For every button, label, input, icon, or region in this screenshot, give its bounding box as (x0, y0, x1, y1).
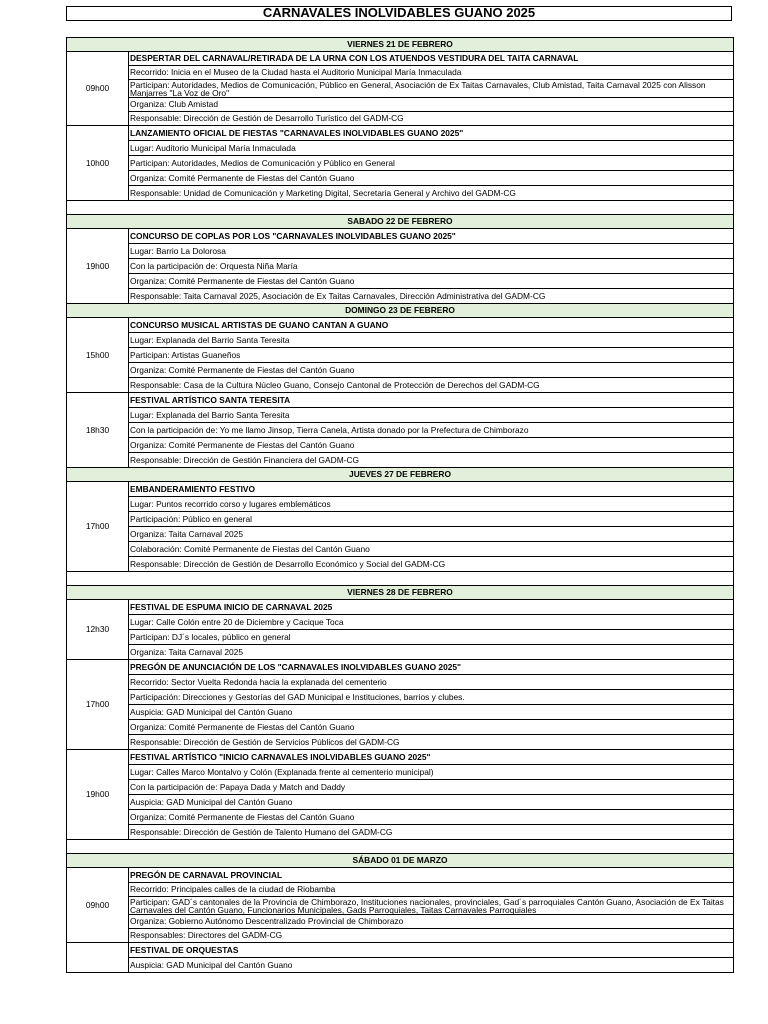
event-detail: Lugar: Explanada del Barrio Santa Teresita (129, 333, 734, 348)
day-header (67, 586, 734, 600)
event-name: EMBANDERAMIENTO FESTIVO (129, 482, 734, 497)
event-name: PREGÓN DE CARNAVAL PROVINCIAL (129, 868, 734, 883)
event-detail: Participan: GAD´s cantonales de la Provincia de Chimborazo, Instituciones nacionales, provinciales, Gad´s parroquiales Cantón Guano, Asociación de Ex Taitas Carnavales del Cantón Guano, Funcionarios Municipales, Gads Parroquiales, Taitas Carnavales Parroquiales (129, 897, 734, 915)
event-detail: Participan: DJ´s locales, público en general (129, 630, 734, 645)
event-name: FESTIVAL DE ESPUMA INICIO DE CARNAVAL 2025 (129, 600, 734, 615)
event-detail: Recorrido: Inicia en el Museo de la Ciudad hasta el Auditorio Municipal María Inmaculada (129, 66, 734, 80)
event-name: FESTIVAL ARTÍSTICO SANTA TERESITA (129, 393, 734, 408)
schedule-table (66, 37, 734, 973)
day-label: VIERNES 28 DE FEBRERO (67, 586, 734, 600)
day-label: DOMINGO 23 DE FEBRERO (67, 304, 734, 318)
event-detail: Responsable: Taita Carnaval 2025, Asociación de Ex Taitas Carnavales, Dirección Administrativa del GADM-CG (129, 289, 734, 304)
event-detail: Lugar: Auditorio Municipal María Inmaculada (129, 141, 734, 156)
event-time: 10h00 (67, 126, 129, 201)
event-detail: Recorrido: Sector Vuelta Redonda hacia la explanada del cementerio (129, 675, 734, 690)
event-detail: Responsable: Dirección de Gestión Financiera del GADM-CG (129, 453, 734, 468)
event-detail: Lugar: Barrio La Dolorosa (129, 244, 734, 259)
event-name: PREGÓN DE ANUNCIACIÓN DE LOS "CARNAVALES INOLVIDABLES GUANO 2025" (129, 660, 734, 675)
event-detail: Responsable: Dirección de Gestión de Talento Humano del GADM-CG (129, 825, 734, 840)
day-header (67, 854, 734, 868)
event-detail: Recorrido: Principales calles de la ciudad de Riobamba (129, 883, 734, 897)
page-title: CARNAVALES INOLVIDABLES GUANO 2025 (66, 6, 732, 21)
event-time: 19h00 (67, 229, 129, 304)
event-detail: Organiza: Comité Permanente de Fiestas del Cantón Guano (129, 720, 734, 735)
event-detail: Participan: Autoridades, Medios de Comunicación, Público en General, Asociación de Ex Taitas Carnavales, Club Amistad, Taita Carnaval 2025 con Alisson Manjarres "La Voz de Oro" (129, 80, 734, 98)
event-detail: Responsable: Dirección de Gestión de Servicios Públicos del GADM-CG (129, 735, 734, 750)
event-detail: Con la participación de: Orquesta Niña María (129, 259, 734, 274)
event-detail: Auspicia: GAD Municipal del Cantón Guano (129, 958, 734, 973)
event-detail: Con la participación de: Papaya Dada y Match and Daddy (129, 780, 734, 795)
event-detail: Responsable: Dirección de Gestión de Desarrollo Turístico del GADM-CG (129, 112, 734, 126)
event-time: 09h00 (67, 868, 129, 943)
event-detail: Organiza: Comité Permanente de Fiestas del Cantón Guano (129, 363, 734, 378)
day-header (67, 468, 734, 482)
event-time: 09h00 (67, 52, 129, 126)
day-header (67, 304, 734, 318)
event-detail: Lugar: Calles Marco Montalvo y Colón (Explanada frente al cementerio municipal) (129, 765, 734, 780)
day-header (67, 215, 734, 229)
event-time: 19h00 (67, 750, 129, 840)
event-time: 18h30 (67, 393, 129, 468)
event-detail: Organiza: Taita Carnaval 2025 (129, 645, 734, 660)
event-detail: Participación: Direcciones y Gestorías del GAD Municipal e Instituciones, barrios y clubes. (129, 690, 734, 705)
event-time: 12h30 (67, 600, 129, 660)
event-detail: Responsables: Directores del GADM-CG (129, 929, 734, 943)
event-detail: Responsable: Dirección de Gestión de Desarrollo Económico y Social del GADM-CG (129, 557, 734, 572)
event-detail: Lugar: Calle Colón entre 20 de Diciembre y Cacique Toca (129, 615, 734, 630)
event-time: 17h00 (67, 482, 129, 572)
event-detail: Auspicia: GAD Municipal del Cantón Guano (129, 795, 734, 810)
event-detail: Organiza: Comité Permanente de Fiestas del Cantón Guano (129, 274, 734, 289)
event-detail: Responsable: Unidad de Comunicación y Marketing Digital, Secretaria General y Archivo del GADM-CG (129, 186, 734, 201)
event-name: CONCURSO MUSICAL ARTISTAS DE GUANO CANTAN A GUANO (129, 318, 734, 333)
event-name: CONCURSO DE COPLAS POR LOS "CARNAVALES INOLVIDABLES GUANO 2025" (129, 229, 734, 244)
day-header (67, 38, 734, 52)
spacer-row (67, 840, 734, 854)
event-name: FESTIVAL ARTÍSTICO "INICIO CARNAVALES INOLVIDABLES GUANO 2025" (129, 750, 734, 765)
day-label: SÁBADO 01 DE MARZO (67, 854, 734, 868)
event-detail: Responsable: Casa de la Cultura Núcleo Guano, Consejo Cantonal de Protección de Derechos del GADM-CG (129, 378, 734, 393)
event-time: 17h00 (67, 660, 129, 750)
day-label: SABADO 22 DE FEBRERO (67, 215, 734, 229)
day-label: JUEVES 27 DE FEBRERO (67, 468, 734, 482)
event-detail: Organiza: Comité Permanente de Fiestas del Cantón Guano (129, 810, 734, 825)
event-name: LANZAMIENTO OFICIAL DE FIESTAS "CARNAVALES INOLVIDABLES GUANO 2025" (129, 126, 734, 141)
event-detail: Organiza: Gobierno Autónomo Descentralizado Provincial de Chimborazo (129, 915, 734, 929)
event-name: FESTIVAL DE ORQUESTAS (129, 943, 734, 958)
event-detail: Con la participación de: Yo me llamo Jinsop, Tierra Canela, Artista donado por la Prefectura de Chimborazo (129, 423, 734, 438)
event-detail: Organiza: Club Amistad (129, 98, 734, 112)
event-detail: Participan: Artistas Guaneños (129, 348, 734, 363)
event-detail: Organiza: Taita Carnaval 2025 (129, 527, 734, 542)
spacer-row (67, 201, 734, 215)
event-detail: Auspicia: GAD Municipal del Cantón Guano (129, 705, 734, 720)
spacer-row (67, 572, 734, 586)
event-detail: Lugar: Puntos recorrido corso y lugares emblemáticos (129, 497, 734, 512)
event-name: DESPERTAR DEL CARNAVAL/RETIRADA DE LA URNA CON LOS ATUENDOS VESTIDURA DEL TAITA CARNAVAL (129, 52, 734, 66)
event-detail: Organiza: Comité Permanente de Fiestas del Cantón Guano (129, 438, 734, 453)
event-time (67, 943, 129, 973)
day-label: VIERNES 21 DE FEBRERO (67, 38, 734, 52)
event-detail: Colaboración: Comité Permanente de Fiestas del Cantón Guano (129, 542, 734, 557)
event-detail: Lugar: Explanada del Barrio Santa Teresita (129, 408, 734, 423)
event-detail: Organiza: Comité Permanente de Fiestas del Cantón Guano (129, 171, 734, 186)
event-time: 15h00 (67, 318, 129, 393)
event-detail: Participan: Autoridades, Medios de Comunicación y Público en General (129, 156, 734, 171)
event-detail: Participación: Público en general (129, 512, 734, 527)
